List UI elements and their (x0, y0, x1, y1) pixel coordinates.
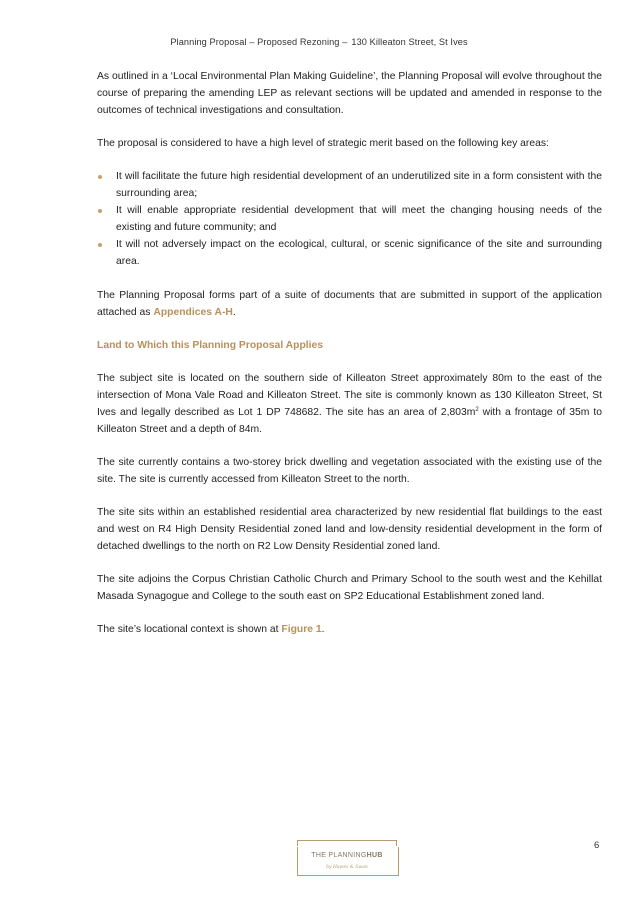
paragraph-figure-reference (97, 621, 602, 638)
page-body (97, 68, 602, 638)
paragraph-strategic-merit: The proposal is considered to have a high level of strategic merit based on the following key areas: (97, 138, 549, 149)
paragraph-text: The site’s locational context is shown at (97, 624, 282, 635)
paragraph-text: . (321, 624, 325, 635)
list-item-text: It will enable appropriate residential development that will meet the changing housing needs of the existing and future community; and (116, 205, 602, 233)
bullet-icon (98, 209, 102, 213)
paragraph-existing-use: The site currently contains a two-storey brick dwelling and vegetation associated with the existing use of the site. The site is currently accessed from Killeaton Street to the north. (97, 457, 602, 485)
paragraph-text: with a frontage of 35m to Killeaton Street and a depth of 84m. (97, 407, 602, 435)
figure-link[interactable]: Figure 1 (281, 624, 322, 635)
list-item-text: It will facilitate the future high residential development of an underutilized site in a form consistent with the surrounding area; (116, 171, 602, 199)
section-heading: Land to Which this Planning Proposal Applies (97, 340, 324, 351)
bullet-icon (98, 243, 102, 247)
list-item-text: It will not adversely impact on the ecological, cultural, or scenic significance of the site and surrounding area. (116, 239, 602, 267)
running-header (0, 37, 638, 47)
bullet-icon (98, 175, 102, 179)
planning-hub-logo (297, 840, 397, 876)
appendices-link[interactable]: Appendices A-H (153, 307, 233, 318)
page-number: 6 (594, 840, 600, 851)
paragraph-guideline: As outlined in a ‘Local Environmental Plan Making Guideline’, the Planning Proposal will evolve throughout the course of preparing the amending LEP as relevant sections will be updated and amended in response to the outcomes of technical investigations and consultation. (97, 71, 602, 116)
logo-text-light: THE PLANNING (311, 852, 367, 859)
paragraph-adjoining-sites: The site adjoins the Corpus Christian Catholic Church and Primary School to the south west and the Kehillat Masada Synagogue and College to the south east on SP2 Educational Establishment zoned land. (97, 574, 602, 602)
paragraph-text: The Planning Proposal forms part of a suite of documents that are submitted in support of the application attached as (97, 290, 602, 318)
paragraph-text: . (232, 307, 236, 318)
paragraph-text: The subject site is located on the southern side of Killeaton Street approximately 80m to the east of the intersection of Mona Vale Road and Killeaton Street. The site is commonly known as 130 Killeaton Street, St Ives and legally described as Lot 1 DP 748682. The site has an area of 2,803m (97, 373, 602, 418)
paragraph-appendices (97, 287, 602, 321)
header-site-address: 130 Killeaton Street, St Ives (351, 37, 468, 47)
paragraph-site-location (97, 370, 602, 438)
strategic-merit-list (97, 168, 602, 270)
logo-wordmark (297, 852, 397, 859)
paragraph-surrounding-area: The site sits within an established residential area characterized by new residential flat buildings to the east and west on R4 High Density Residential zoned land and low-density residential development in the form of detached dwellings to the north on R2 Low Density Residential zoned land. (97, 507, 602, 552)
header-title: Planning Proposal – Proposed Rezoning – (170, 37, 348, 47)
list-item (97, 168, 602, 202)
superscript: 2 (475, 407, 479, 413)
list-item (97, 236, 602, 270)
logo-text-bold: HUB (366, 852, 383, 859)
logo-tagline: by Hawes & Swan (326, 865, 368, 870)
logo-frame-top (297, 840, 397, 846)
list-item (97, 202, 602, 236)
